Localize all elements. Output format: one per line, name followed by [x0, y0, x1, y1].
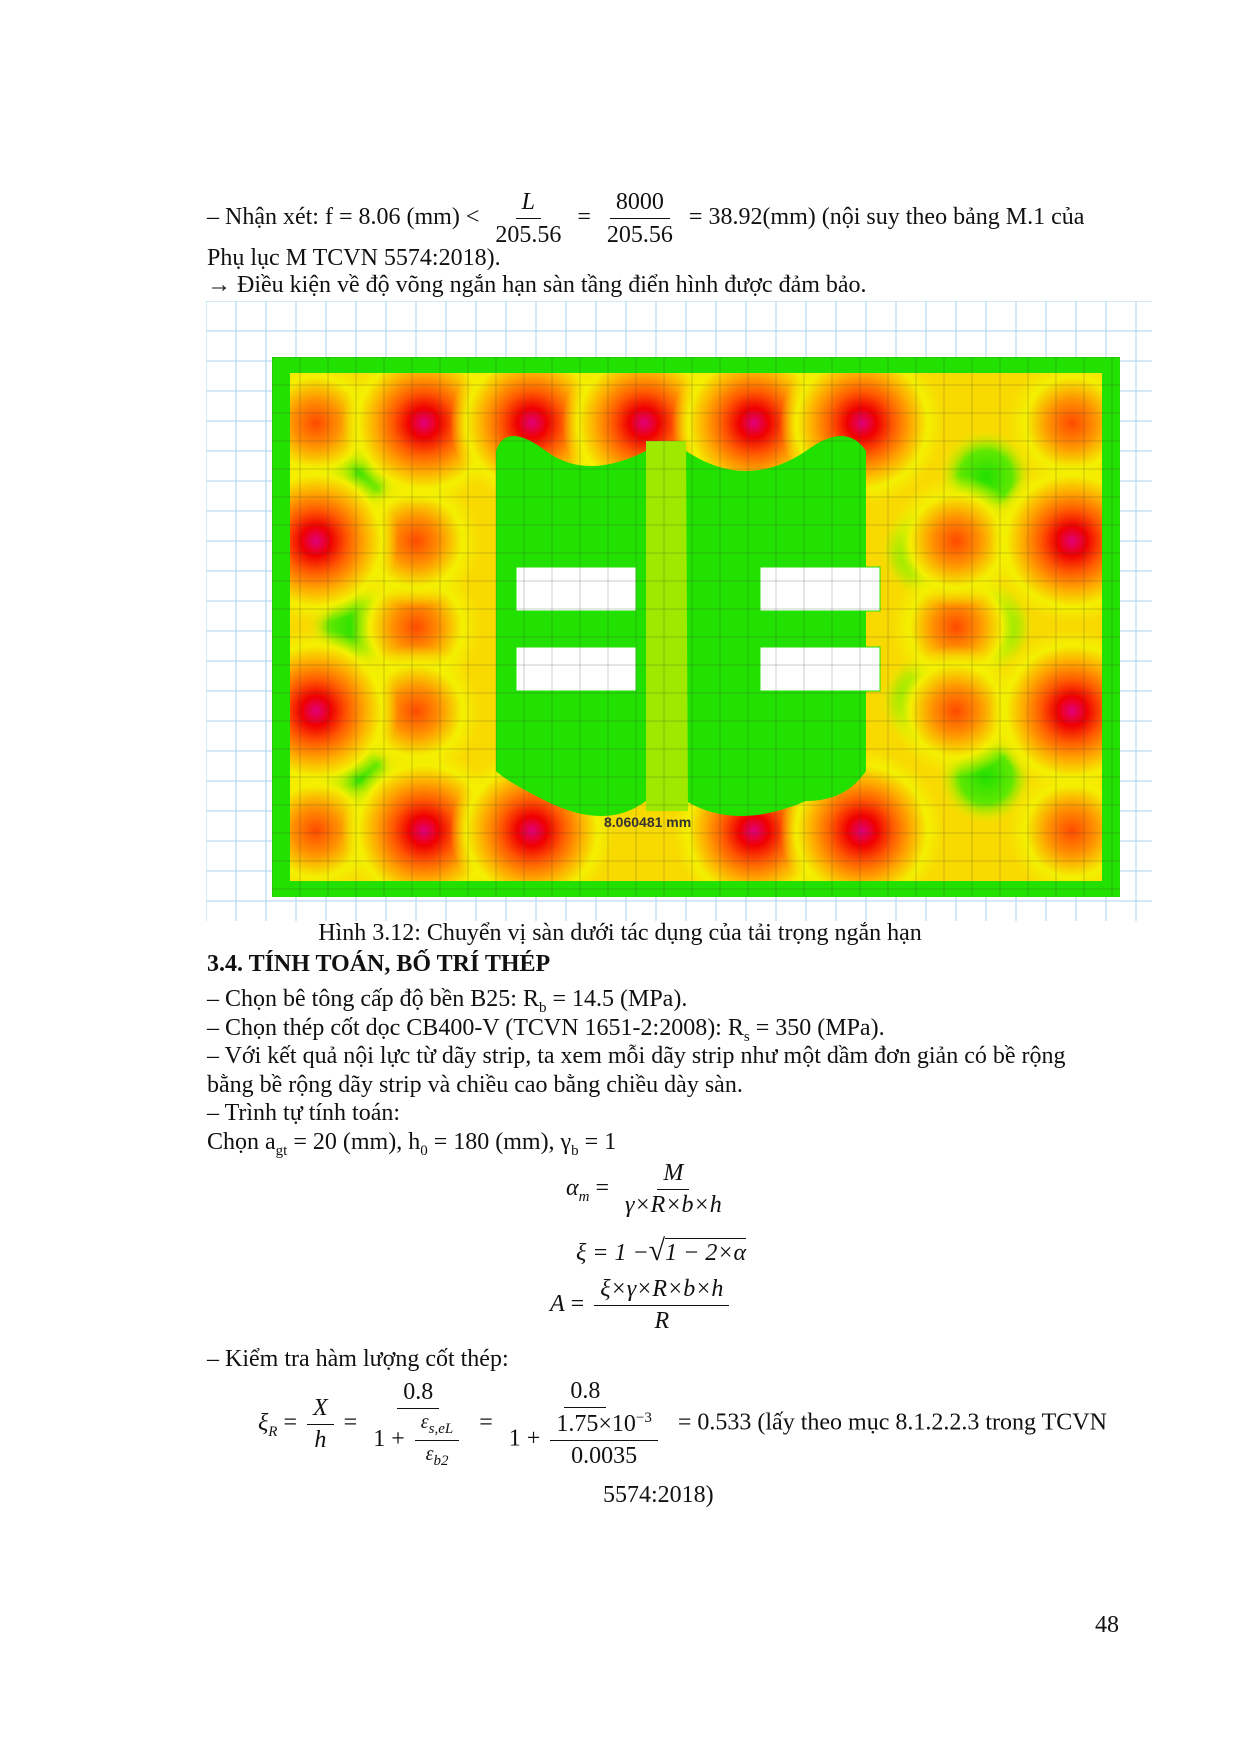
high-displacement-zone — [990, 629, 1152, 793]
check-intro: – Kiểm tra hàm lượng cốt thép: — [207, 1346, 509, 1372]
formula-alpha-m: $\alpha_m$ = $\frac{M}{\gamma\times R\times b\times h}$ — [566, 1160, 722, 1218]
contour-map — [234, 341, 1152, 913]
fraction-8000: $\frac{8000}{205.56}$ — [606, 189, 673, 248]
page-number: 48 — [1095, 1612, 1119, 1638]
fraction-L: $\frac{L}{205.56}$ — [495, 189, 562, 248]
max-displacement-label: 8.060481 mm — [604, 814, 692, 830]
steel-line: – Chọn thép cốt dọc CB400-V (TCVN 1651-2:2008): $R_s = 350$ (MPa). — [207, 1015, 885, 1045]
slab-displacement-contour — [206, 301, 1152, 921]
concrete-line: – Chọn bê tông cấp độ bền B25: $R_b = 14.5$ (MPa). — [207, 986, 688, 1016]
figure-caption: Hình 3.12: Chuyển vị sàn dưới tác dụng của tải trọng ngắn hạn — [318, 920, 922, 946]
remark-line-2: Phụ lục M TCVN 5574:2018). — [207, 245, 501, 271]
formula-xi-R: $\xi_R$ = $\frac{X}{h}$ = 0.8 1 + $\frac{\varepsilon_{s,eL}}{\varepsilon_{b2}}$ = 0.8 1 + $\frac{1.75\times 10^{-3}}{0.0035}$ = 0.533 (lấy theo mục 8.1.2.2.3 trong TCVN — [258, 1378, 1107, 1469]
remark-prefix: – Nhận xét: f = 8.06 (mm) < — [207, 204, 480, 231]
strip-line-2: bằng bề rộng dãy strip và chiều cao bằng chiều dày sàn. — [207, 1072, 743, 1098]
standard-reference: 5574:2018) — [603, 1482, 714, 1508]
procedure-line: – Trình tự tính toán: — [207, 1100, 401, 1126]
remark-line: – Nhận xét: f = 8.06 (mm) < $\frac{L}{205.56}$ = $\frac{8000}{205.56}$ = 38.92(mm) (nội suy theo bảng M.1 của — [207, 189, 1085, 248]
strip-line-1: – Với kết quả nội lực từ dãy strip, ta xem mỗi dãy strip như một dầm đơn giản có bề rộng — [207, 1043, 1066, 1069]
choose-params-line: Chọn $a_{gt} = 20$ (mm), $h_0 = 180$ (mm), $\gamma_b = 1$ — [207, 1129, 617, 1159]
xi-R-result: = 0.533 (lấy theo mục 8.1.2.2.3 trong TCVN — [677, 1409, 1107, 1436]
remark-result: = 38.92(mm) (nội suy theo bảng M.1 của — [688, 204, 1085, 231]
formula-xi: ξ = 1 −√1 − 2×α — [576, 1234, 747, 1267]
remark-conclusion: → Điều kiện về độ võng ngắn hạn sàn tầng điển hình được đảm bảo. — [207, 272, 867, 298]
formula-As: A = $\frac{\xi\times\gamma\times R\times b\times h}{R}$ — [550, 1276, 733, 1335]
section-heading: 3.4. TÍNH TOÁN, BỐ TRÍ THÉP — [207, 951, 551, 977]
